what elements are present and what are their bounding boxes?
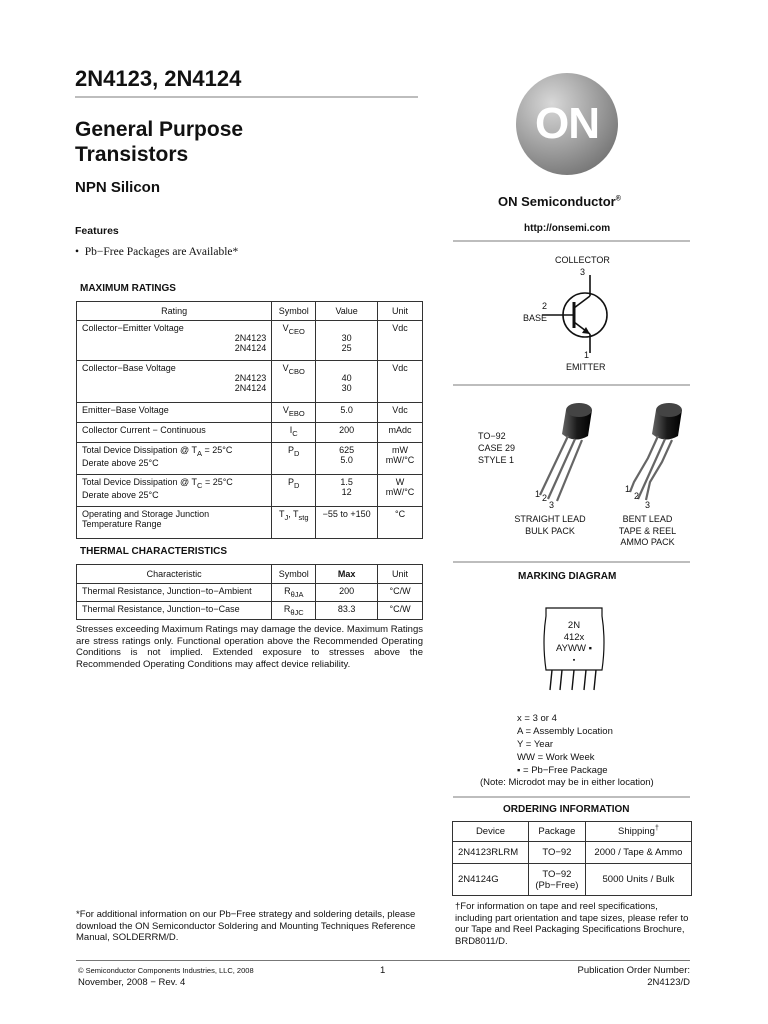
straight-lead-caption: STRAIGHT LEAD BULK PACK [514,514,586,536]
col-header: Unit [378,565,423,584]
symbol-cell: $V_{CEO}$ [272,321,316,361]
ordering-heading: ORDERING INFORMATION [503,804,630,815]
value-cell: 83.3 [316,602,378,620]
table-row [77,443,423,475]
col-header: Unit [378,302,423,321]
shipping-cell: 5000 Units / Bulk [585,864,691,896]
col-header: Symbol [272,302,316,321]
unit-cell: mW mW/°C [378,443,423,475]
marking-heading: MARKING DIAGRAM [518,571,617,582]
base-label: BASE [523,313,548,323]
value-cell: 200 [316,423,378,443]
part-numbers: 2N4123, 2N4124 [75,66,242,91]
marking-note: (Note: Microdot may be in either location) [480,777,654,788]
thermal-heading: THERMAL CHARACTERISTICS [80,546,228,557]
col-header: Device [453,822,529,842]
table-row [453,864,692,896]
bent-lead-caption: BENT LEAD TAPE & REEL AMMO PACK [618,514,677,547]
ordering-footnote: †For information on tape and reel specifications, including part orientation and tape sizes, please refer to our Tape and Reel Packaging Specifications Brochure, BRD8011/D. [455,901,689,947]
table-row [77,507,423,539]
table-row [77,602,423,620]
right-pin-2: 2 [634,491,640,501]
to92-bent-lead-icon [620,400,700,510]
features-item [75,246,238,258]
symbol-cell: $R_{\theta JA}$ [272,584,316,602]
title-line1: General Purpose [75,118,244,141]
value-cell: 1.5 12 [316,475,378,507]
value-cell: 40 30 [316,361,378,403]
symbol-cell: $I_C$ [272,423,316,443]
value-cell: 30 25 [316,321,378,361]
table-header-row [77,565,423,584]
npn-transistor-symbol [540,275,620,355]
right-rule-1 [453,240,690,242]
table-row [77,475,423,507]
on-logo: ON [516,73,618,175]
pbfree-note: *For additional information on our Pb−Free strategy and soldering details, please download the ON Semiconductor Soldering and Mounting Techniques Reference Manual, SOLDERRM/D. [76,909,416,943]
col-header: Value [316,302,378,321]
bullet-icon: • [75,246,80,258]
shipping-cell: 2000 / Tape & Ammo [585,842,691,864]
rating-cell: Collector−Base Voltage 2N4123 2N4124 [77,361,272,403]
company-url[interactable]: http://onsemi.com [524,223,611,234]
copyright: © Semiconductor Components Industries, LLC, 2008 [78,966,254,975]
value-cell: 200 [316,584,378,602]
rating-cell: Emitter−Base Voltage [77,403,272,423]
unit-cell: W mW/°C [378,475,423,507]
publication-number: Publication Order Number: 2N4123/D [577,965,690,988]
symbol-cell: $V_{EBO}$ [272,403,316,423]
stress-note: Stresses exceeding Maximum Ratings may damage the device. Maximum Ratings are stress ratings only. Functional operation above the Recommended Operating Conditions is not implied. Extended exposure to stresses above the Recommended Operating Conditions may affect device reliability. [76,624,423,670]
package-info: TO−92 CASE 29 STYLE 1 [478,431,516,465]
characteristic-cell: Thermal Resistance, Junction−to−Ambient [77,584,272,602]
unit-cell: Vdc [378,361,423,403]
symbol-cell: $P_D$ [272,475,316,507]
table-header-row [77,302,423,321]
marking-legend: x = 3 or 4 A = Assembly Location Y = Year WW = Work Week ▪ = Pb−Free Package [517,713,613,776]
footer-rule [76,960,690,961]
right-rule-2 [453,384,690,386]
package-cell: TO−92 (Pb−Free) [528,864,585,896]
right-rule-3 [453,561,690,563]
table-row [453,842,692,864]
rating-cell: Collector Current − Continuous [77,423,272,443]
marking-text: 2N 412x AYWW ▪ ▪ [556,620,592,664]
thermal-table [76,564,423,620]
rating-cell: Total Device Dissipation @ $T_A = 25^\circ C$ Derate above 25°C [77,443,272,475]
unit-cell: mAdc [378,423,423,443]
emitter-label: EMITTER [566,362,606,372]
max-ratings-heading: MAXIMUM RATINGS [80,283,176,294]
table-header-row [453,822,692,842]
rating-cell: Total Device Dissipation @ $T_C = 25^\circ C$ Derate above 25°C [77,475,272,507]
value-cell: −55 to +150 [316,507,378,539]
table-row [77,403,423,423]
unit-cell: Vdc [378,321,423,361]
right-pin-1: 1 [625,484,631,494]
page-number: 1 [380,965,386,976]
device-cell: 2N4123RLRM [453,842,529,864]
col-header: Max [316,565,378,584]
package-cell: TO−92 [528,842,585,864]
right-pin-3: 3 [645,500,651,510]
max-ratings-table [76,301,423,539]
left-pin-3: 3 [549,500,555,510]
features-item-text: Pb−Free Packages are Available* [84,246,239,258]
value-cell: 5.0 [316,403,378,423]
subtitle: NPN Silicon [75,179,161,196]
emitter-pin: 1 [584,350,590,360]
value-cell: 625 5.0 [316,443,378,475]
base-pin: 2 [542,301,548,311]
table-row [77,321,423,361]
col-header: Characteristic [77,565,272,584]
table-row [77,423,423,443]
right-rule-4 [453,796,690,798]
left-pin-2: 2 [542,493,548,503]
revision-date: November, 2008 − Rev. 4 [78,977,186,988]
title-line2: Transistors [75,143,189,166]
ordering-table [452,821,692,896]
col-header: Symbol [272,565,316,584]
collector-pin: 3 [580,267,586,277]
unit-cell: °C/W [378,584,423,602]
symbol-cell: $T_J$, $T_{stg}$ [272,507,316,539]
left-pin-1: 1 [535,489,541,499]
col-header: Rating [77,302,272,321]
collector-label: COLLECTOR [555,255,610,265]
symbol-cell: $R_{\theta JC}$ [272,602,316,620]
rating-cell: Operating and Storage Junction Temperature Range [77,507,272,539]
col-header: Package [528,822,585,842]
characteristic-cell: Thermal Resistance, Junction−to−Case [77,602,272,620]
features-heading: Features [75,225,119,237]
symbol-cell: $V_{CBO}$ [272,361,316,403]
rating-cell: Collector−Emitter Voltage 2N4123 2N4124 [77,321,272,361]
header-rule [75,96,418,98]
unit-cell: °C [378,507,423,539]
symbol-cell: $P_D$ [272,443,316,475]
unit-cell: °C/W [378,602,423,620]
company-name: ON Semiconductor® [498,194,621,209]
table-row [77,361,423,403]
table-row [77,584,423,602]
unit-cell: Vdc [378,403,423,423]
col-header: Shipping† [585,822,691,842]
device-cell: 2N4124G [453,864,529,896]
